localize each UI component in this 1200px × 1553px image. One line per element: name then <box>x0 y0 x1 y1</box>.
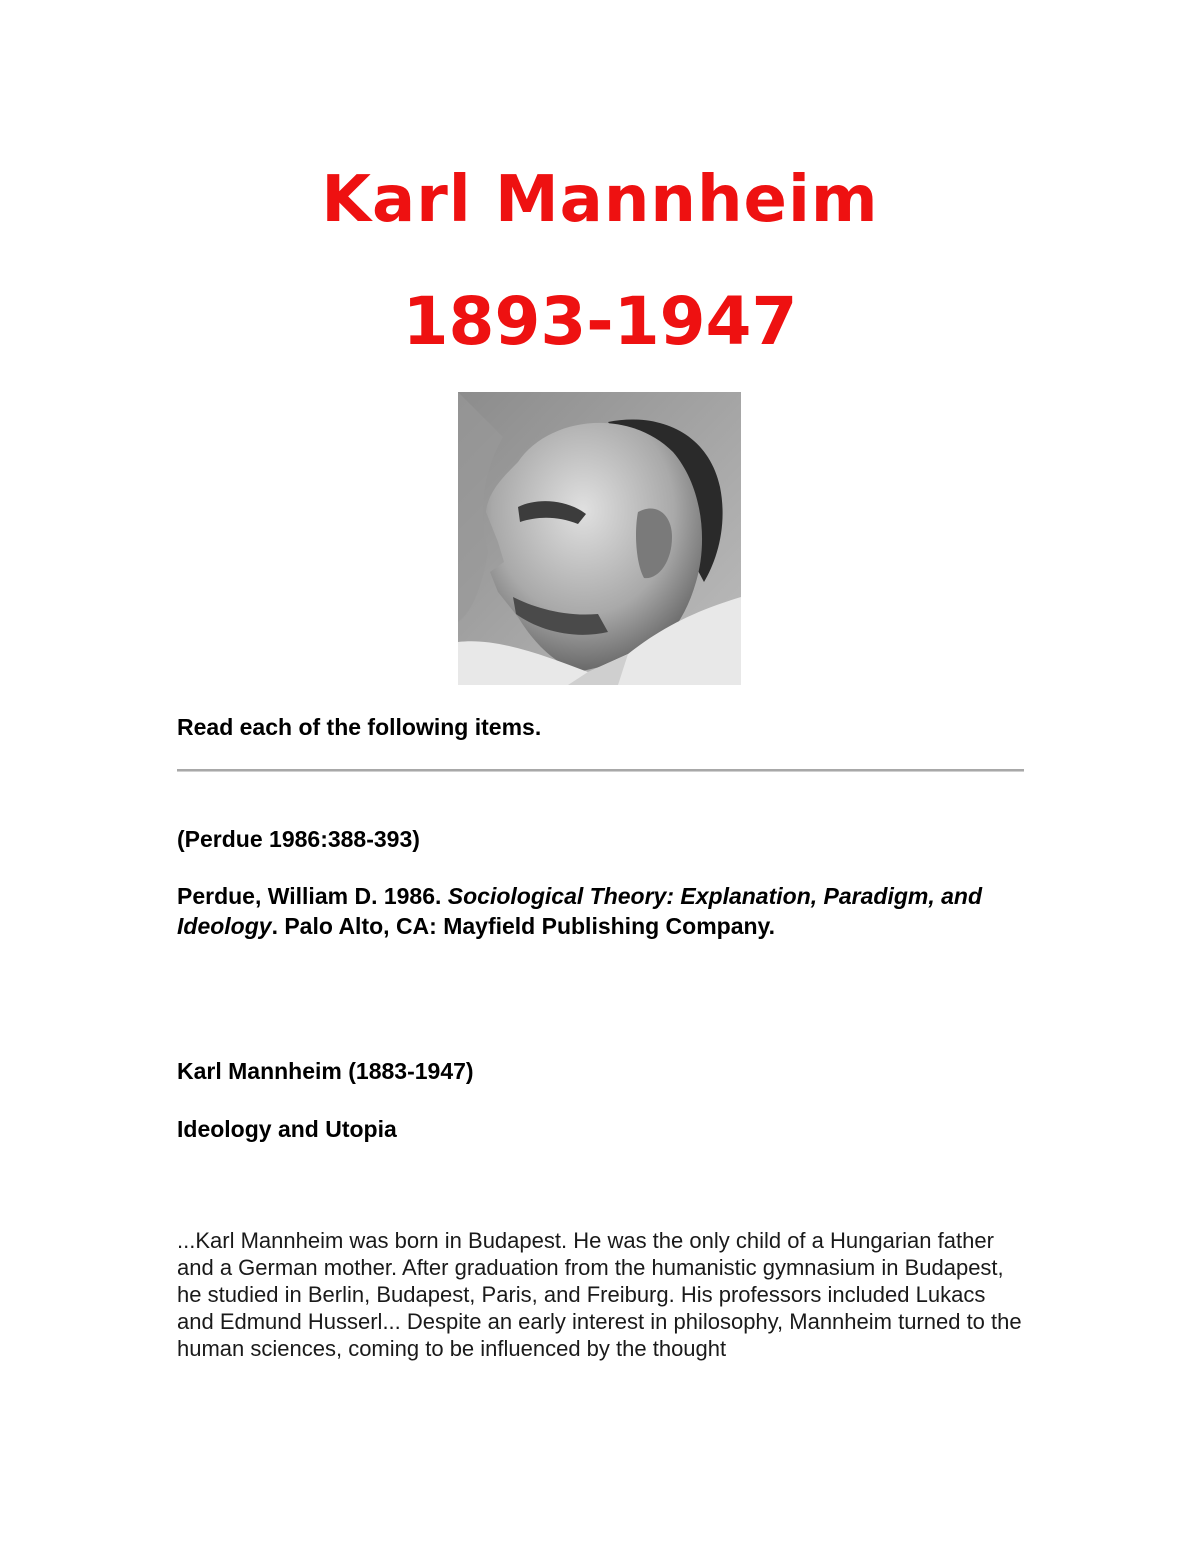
reference-publisher: . Palo Alto, CA: Mayfield Publishing Company. <box>271 913 776 939</box>
section-heading: Karl Mannheim (1883-1947) <box>177 1058 474 1084</box>
page-title: Karl Mannheim <box>321 163 879 237</box>
body-paragraph: ...Karl Mannheim was born in Budapest. He was the only child of a Hungarian father and a German mother. After graduation from the humanistic gymnasium in Budapest, he studied in Berlin, Budapest, Paris, and Freiburg. His professors included Lukacs and Edmund Husserl... Despite an early interest in philosophy, Mannheim turned to the human sciences, coming to be influenced by the thought <box>177 1228 1022 1361</box>
instruction-text: Read each of the following items. <box>177 714 542 740</box>
citation-short: (Perdue 1986:388-393) <box>177 826 420 852</box>
portrait-photo <box>458 392 741 685</box>
horizontal-divider <box>177 769 1024 772</box>
section-subheading: Ideology and Utopia <box>177 1116 397 1142</box>
reference-author-year: Perdue, William D. 1986. <box>177 883 448 909</box>
bibliographic-reference <box>177 881 1027 941</box>
reference-book-title: Sociological Theory: Explanation, Paradigm, and Ideology <box>177 883 983 939</box>
life-years: 1893-1947 <box>402 283 798 360</box>
